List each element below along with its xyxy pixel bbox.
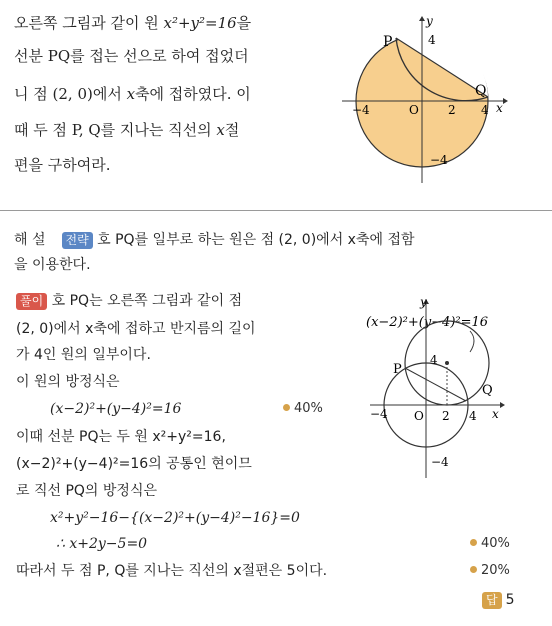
sol-line-2: (2, 0)에서 x축에 접하고 반지름의 길이 bbox=[16, 321, 256, 337]
strategy-badge: 전략 bbox=[62, 232, 93, 249]
fig1-tick-4-right: 4 bbox=[481, 103, 489, 117]
fig1-label-q: Q bbox=[475, 83, 487, 99]
fig2-label-y: y bbox=[420, 295, 427, 309]
fig2-tick-neg4-bottom: −4 bbox=[431, 455, 449, 469]
fig2-tick-neg4-left: −4 bbox=[370, 407, 388, 421]
solution-heading: 해 설 bbox=[14, 232, 46, 248]
sol-line-3: 가 4인 원의 일부이다. bbox=[16, 347, 151, 363]
sol-line-11: 따라서 두 점 P, Q를 지나는 직선의 x절편은 5이다. bbox=[16, 563, 328, 579]
fig2-tick-4-top: 4 bbox=[430, 353, 438, 367]
fig2-tick-2: 2 bbox=[442, 409, 450, 423]
problem-line-5: 편을 구하여라. bbox=[14, 156, 111, 174]
fig2-chord-pq bbox=[405, 368, 466, 401]
sol-line-7: (x−2)²+(y−4)²=16의 공통인 현이므 bbox=[16, 456, 252, 472]
fig1-tick-neg4-bottom: −4 bbox=[430, 153, 448, 167]
sol-line-8: 로 직선 PQ의 방정식은 bbox=[16, 483, 158, 499]
sol-line-10: ∴ x+2y−5=0 bbox=[56, 536, 148, 552]
score-percent-2: 40% bbox=[470, 536, 510, 551]
answer-badge: 답 bbox=[482, 592, 502, 609]
problem-line-4: 때 두 점 P, Q를 지나는 직선의 x절 bbox=[14, 121, 240, 139]
fig2-label-o: O bbox=[414, 409, 424, 423]
problem-line-3: 니 점 (2, 0)에서 x축에 접하였다. 이 bbox=[14, 85, 251, 103]
fig2-label-p: P bbox=[393, 362, 402, 377]
fig2-label-q: Q bbox=[482, 383, 493, 398]
sol-line-6: 이때 선분 PQ는 두 원 x²+y²=16, bbox=[16, 429, 226, 445]
sol-line-1: 풀이 호 PQ는 오른쪽 그림과 같이 점 bbox=[16, 291, 242, 311]
problem-line-1: 오른쪽 그림과 같이 원 x²+y²=16을 bbox=[14, 14, 252, 32]
sol-line-5: (x−2)²+(y−4)²=16 bbox=[50, 401, 182, 417]
fig1-label-o: O bbox=[409, 103, 419, 117]
fig2-label-leader bbox=[470, 331, 474, 352]
fig2-tick-4-right: 4 bbox=[469, 409, 477, 423]
solution-badge: 풀이 bbox=[16, 293, 47, 310]
fig1-tick-neg4-left: −4 bbox=[352, 103, 370, 117]
fig2-center-point bbox=[445, 361, 449, 365]
score-percent-1: 40% bbox=[283, 401, 323, 416]
fig2-equation-label: (x−2)²+(y−4)²=16 bbox=[366, 315, 489, 330]
fig1-label-p: P bbox=[383, 34, 393, 50]
strategy-text: 호 PQ를 일부로 하는 원은 점 (2, 0)에서 x축에 접함 bbox=[92, 232, 415, 248]
fig1-label-x: x bbox=[496, 101, 503, 115]
answer-value: 5 bbox=[505, 592, 515, 608]
fig1-label-y: y bbox=[426, 14, 433, 28]
strategy-text-2: 을 이용한다. bbox=[14, 257, 91, 273]
sol-line-9: x²+y²−16−{(x−2)²+(y−4)²−16}=0 bbox=[50, 510, 300, 526]
score-percent-3: 20% bbox=[470, 563, 510, 578]
sol-line-4: 이 원의 방정식은 bbox=[16, 374, 120, 390]
fig2-label-x: x bbox=[492, 407, 499, 421]
fig1-tick-2: 2 bbox=[448, 103, 456, 117]
problem-line-2: 선분 PQ를 접는 선으로 하여 접었더 bbox=[14, 47, 249, 65]
fig1-tick-4-top: 4 bbox=[428, 33, 436, 47]
